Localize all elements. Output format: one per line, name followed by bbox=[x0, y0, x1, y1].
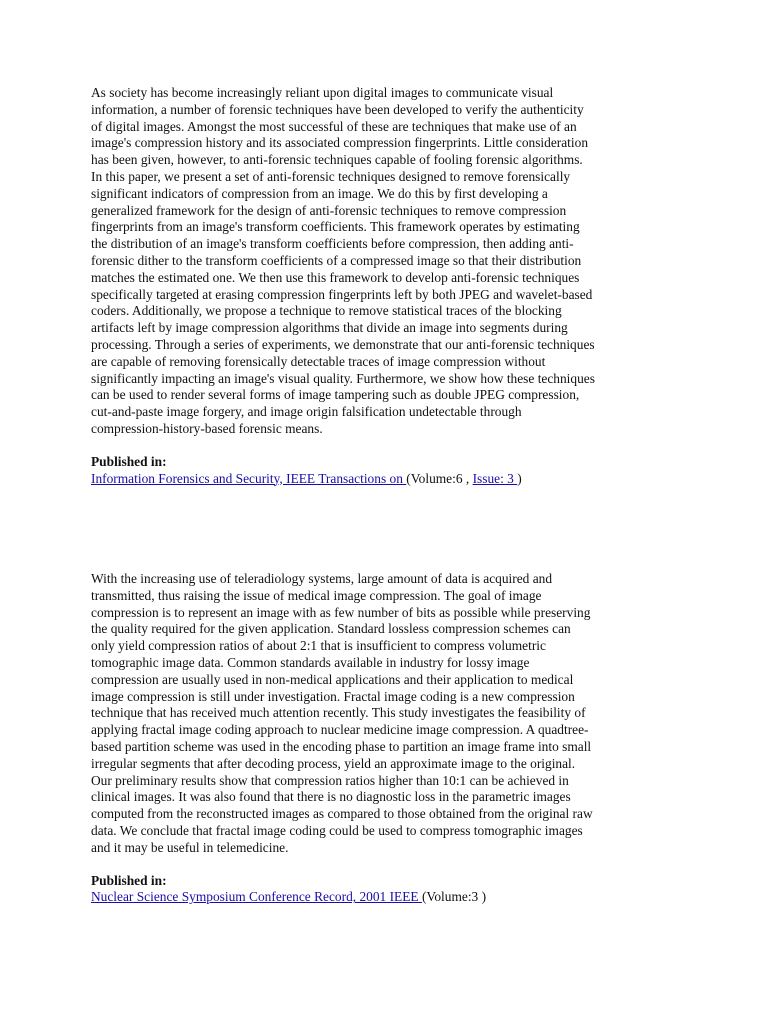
abstract-line: based partition scheme was used in the encoding phase to partition an image frame into small bbox=[91, 738, 592, 754]
abstract-line: In this paper, we present a set of anti-forensic techniques designed to remove forensically bbox=[91, 168, 571, 184]
abstract-text-2 bbox=[91, 571, 681, 857]
abstract-line: compression is to represent an image with as few number of bits as possible while preserving bbox=[91, 604, 591, 620]
abstract-line: tomographic image data. Common standards available in industry for lossy image bbox=[91, 654, 530, 670]
volume-text: (Volume:3 ) bbox=[421, 889, 487, 905]
abstract-line: artifacts left by image compression algorithms that divide an image into segments during bbox=[91, 320, 568, 336]
abstract-line: information, a number of forensic techniques have been developed to verify the authenticity bbox=[91, 101, 584, 117]
published-in-label: Published in: bbox=[91, 453, 167, 469]
abstract-line: the quality required for the given application. Standard lossless compression schemes can bbox=[91, 621, 571, 637]
abstract-line: the distribution of an image's transform coefficients before compression, then adding anti- bbox=[91, 236, 574, 252]
closing-paren: ) bbox=[517, 470, 522, 486]
abstract-line: With the increasing use of teleradiology systems, large amount of data is acquired and bbox=[91, 571, 553, 586]
abstract-line: Our preliminary results show that compression ratios higher than 10:1 can be achieved in bbox=[91, 772, 569, 788]
published-in-label: Published in: bbox=[91, 872, 167, 888]
abstract-line: image compression is still under investigation. Fractal image coding is a new compression bbox=[91, 688, 575, 704]
abstract-line: can be used to render several forms of image tampering such as double JPEG compression, bbox=[91, 387, 580, 403]
abstract-line: are capable of removing forensically detectable traces of image compression without bbox=[91, 353, 546, 369]
abstract-line: technique that has received much attention recently. This study investigates the feasibility of bbox=[91, 705, 586, 721]
abstract-line: data. We conclude that fractal image coding could be used to compress tomographic images bbox=[91, 822, 583, 838]
abstract-line: transmitted, thus raising the issue of medical image compression. The goal of image bbox=[91, 587, 542, 603]
abstract-line: fingerprints from an image's transform coefficients. This framework operates by estimating bbox=[91, 219, 580, 235]
publication-line-2 bbox=[91, 889, 681, 906]
abstract-line: only yield compression ratios of about 2:1 that is insufficient to compress volumetric bbox=[91, 638, 546, 654]
abstract-line: forensic dither to the transform coefficients of a compressed image so that their distribution bbox=[91, 252, 582, 268]
abstract-line: matches the estimated one. We then use this framework to develop anti-forensic techniques bbox=[91, 269, 580, 285]
abstract-line: significant indicators of compression from an image. We do this by first developing a bbox=[91, 185, 548, 201]
volume-text: (Volume:6 , bbox=[406, 470, 473, 486]
abstract-entry-1 bbox=[91, 85, 681, 487]
abstract-line: has been given, however, to anti-forensic techniques capable of fooling forensic algorithms. bbox=[91, 152, 583, 168]
abstract-text-1 bbox=[91, 85, 681, 438]
abstract-line: of digital images. Amongst the most successful of these are techniques that make use of an bbox=[91, 118, 577, 134]
venue-link[interactable]: Information Forensics and Security, IEEE Transactions on bbox=[91, 470, 407, 486]
abstract-line: image's compression history and its associated compression fingerprints. Little consideration bbox=[91, 135, 589, 151]
abstract-entry-2 bbox=[91, 571, 681, 906]
abstract-line: clinical images. It was also found that there is no diagnostic loss in the parametric images bbox=[91, 789, 571, 805]
abstract-line: compression-history-based forensic means. bbox=[91, 420, 323, 436]
abstract-line: irregular segments that after decoding process, yield an approximate image to the original. bbox=[91, 755, 576, 771]
abstract-line: As society has become increasingly reliant upon digital images to communicate visual bbox=[91, 85, 554, 100]
abstract-line: cut-and-paste image forgery, and image origin falsification undetectable through bbox=[91, 404, 522, 420]
abstract-line: computed from the reconstructed images as compared to those obtained from the original raw bbox=[91, 806, 593, 822]
abstract-line: coders. Additionally, we propose a technique to remove statistical traces of the blocking bbox=[91, 303, 562, 319]
abstract-line: and it may be useful in telemedicine. bbox=[91, 839, 289, 855]
abstract-line: applying fractal image coding approach to nuclear medicine image compression. A quadtree- bbox=[91, 722, 589, 738]
venue-link[interactable]: Nuclear Science Symposium Conference Record, 2001 IEEE bbox=[91, 889, 422, 905]
abstract-line: specifically targeted at erasing compression fingerprints left by both JPEG and wavelet-based bbox=[91, 286, 593, 302]
abstract-line: significantly impacting an image's visual quality. Furthermore, we show how these techniques bbox=[91, 370, 595, 386]
abstract-line: compression are usually used in non-medical applications and their application to medical bbox=[91, 671, 574, 687]
publication-line-1 bbox=[91, 471, 681, 488]
abstract-line: processing. Through a series of experiments, we demonstrate that our anti-forensic techniques bbox=[91, 336, 595, 352]
abstract-line: generalized framework for the design of anti-forensic techniques to remove compression bbox=[91, 202, 567, 218]
issue-link[interactable]: Issue: 3 bbox=[472, 470, 518, 486]
